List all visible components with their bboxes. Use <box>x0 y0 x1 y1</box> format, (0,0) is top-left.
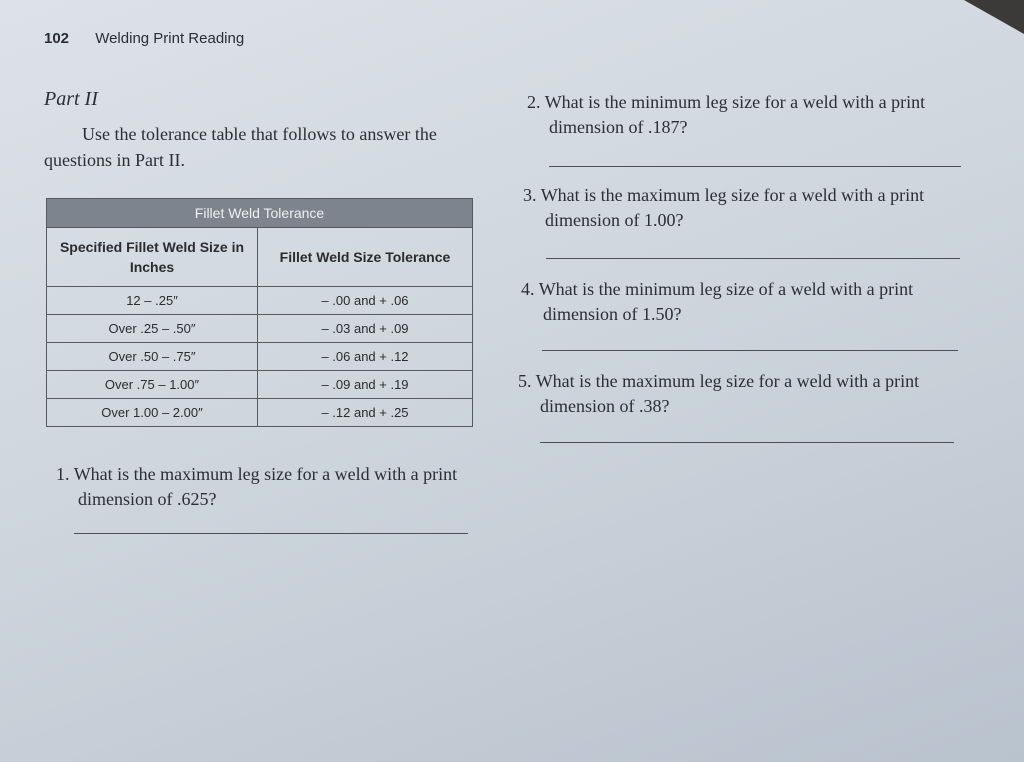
question-text: What is the maximum leg size for a weld with a print dimension of 1.00? <box>540 185 925 230</box>
question-number: 5. <box>518 371 532 391</box>
table-cell-size: Over .75 – 1.00″ <box>47 371 258 399</box>
table-row <box>47 315 473 343</box>
table-cell-tolerance: – .06 and + .12 <box>258 343 473 371</box>
tolerance-table <box>46 198 473 427</box>
question-5 <box>518 369 948 419</box>
answer-line-3[interactable] <box>546 258 960 259</box>
table-cell-size: Over 1.00 – 2.00″ <box>47 399 258 427</box>
part-title: Part II <box>44 88 98 110</box>
column-header-tolerance: Fillet Weld Size Tolerance <box>258 228 473 287</box>
table-cell-tolerance: – .12 and + .25 <box>258 399 473 427</box>
table-row <box>47 287 473 315</box>
table-title: Fillet Weld Tolerance <box>47 199 473 228</box>
book-title: Welding Print Reading <box>95 30 245 47</box>
question-3 <box>523 183 953 233</box>
question-2 <box>527 90 957 140</box>
page-corner-shadow <box>964 0 1024 34</box>
table-cell-size: Over .25 – .50″ <box>47 315 258 343</box>
table-row <box>47 399 473 427</box>
question-text: What is the maximum leg size for a weld with a print dimension of .38? <box>535 371 920 416</box>
table-cell-size: Over .50 – .75″ <box>47 343 258 371</box>
answer-line-2[interactable] <box>549 166 961 167</box>
page-number: 102 <box>44 30 70 47</box>
question-number: 3. <box>523 185 537 205</box>
table-title-row <box>47 199 473 228</box>
question-text: What is the maximum leg size for a weld with a print dimension of .625? <box>73 464 458 509</box>
table-cell-tolerance: – .09 and + .19 <box>258 371 473 399</box>
page-header <box>44 30 244 47</box>
question-text: What is the minimum leg size of a weld with a print dimension of 1.50? <box>538 279 914 324</box>
column-header-size: Specified Fillet Weld Size in Inches <box>47 228 258 287</box>
question-number: 1. <box>56 464 70 484</box>
question-number: 2. <box>527 92 541 112</box>
part-instructions: Use the tolerance table that follows to answer the questions in Part II. <box>44 124 437 170</box>
answer-line-4[interactable] <box>542 350 958 351</box>
table-row <box>47 371 473 399</box>
table-cell-size: 12 – .25″ <box>47 287 258 315</box>
table-cell-tolerance: – .03 and + .09 <box>258 315 473 343</box>
question-number: 4. <box>521 279 535 299</box>
table-row <box>47 343 473 371</box>
answer-line-5[interactable] <box>540 442 954 443</box>
table-cell-tolerance: – .00 and + .06 <box>258 287 473 315</box>
question-text: What is the minimum leg size for a weld with a print dimension of .187? <box>544 92 926 137</box>
table-header-row <box>47 228 473 287</box>
question-4 <box>521 277 951 327</box>
question-1 <box>56 462 476 512</box>
answer-line-1[interactable] <box>74 533 468 534</box>
